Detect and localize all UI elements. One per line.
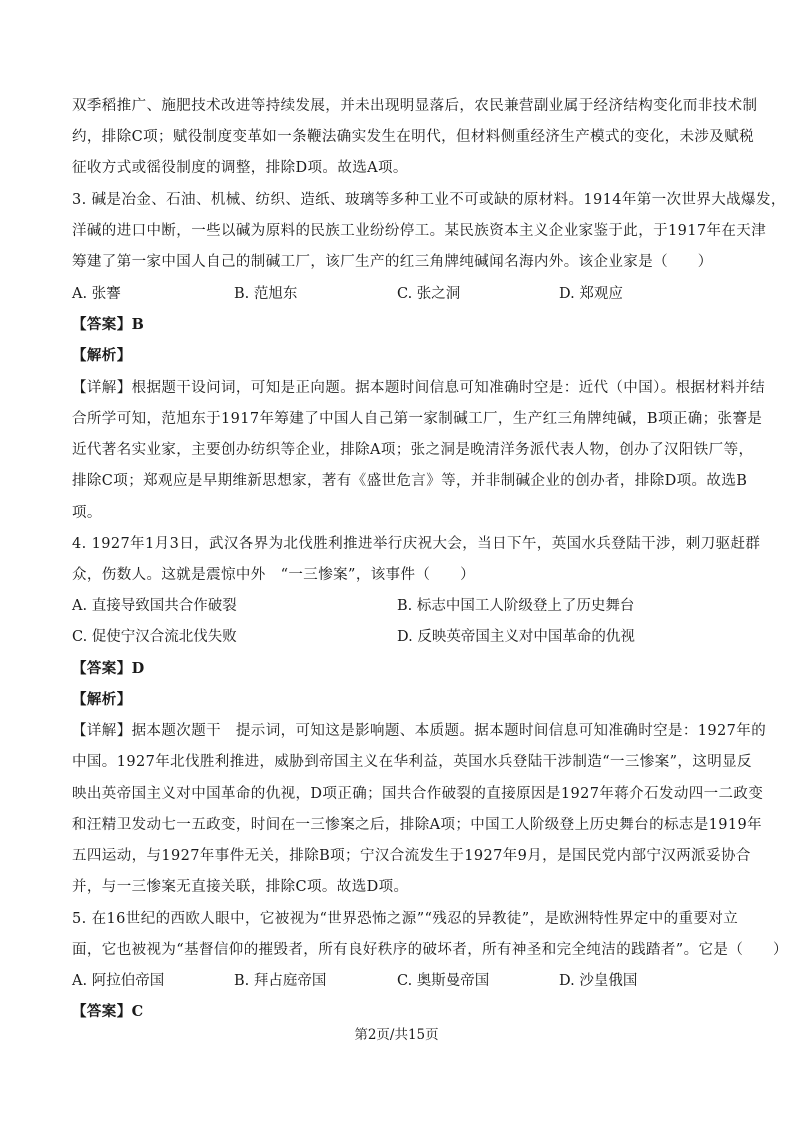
question-3-option-b: B. 范旭东 bbox=[234, 286, 298, 302]
question-4-detail: 中国。1927年北伐胜利推进，威胁到帝国主义在华利益，英国水兵登陆干涉制造“一三惨案”，这明显反 bbox=[72, 754, 752, 770]
question-4-option-b: B. 标志中国工人阶级登上了历史舞台 bbox=[397, 598, 635, 614]
question-4-answer: 【答案】D bbox=[72, 660, 145, 677]
question-3-detail: 【详解】根据题干设问词，可知是正向题。据本题时间信息可知准确时空是：近代（中国）。根据材料并结 bbox=[72, 380, 766, 396]
question-3-option-a: A. 张謇 bbox=[72, 286, 121, 302]
paragraph-line: 双季稻推广、施肥技术改进等持续发展，并未出现明显落后，农民兼营副业属于经济结构变化而非技术制 bbox=[72, 98, 758, 114]
question-5-stem: 5. 在16世纪的西欧人眼中，它被视为“世界恐怖之源”“残忍的异教徒”，是欧洲特性界定中的重要对立 bbox=[72, 911, 739, 927]
question-4-option-a: A. 直接导致国共合作破裂 bbox=[72, 598, 237, 614]
question-4-analysis-label: 【解析】 bbox=[72, 691, 132, 708]
question-3-stem: 3. 碱是冶金、石油、机械、纺织、造纸、玻璃等多种工业不可或缺的原材料。1914年第一次世界大战爆发， bbox=[72, 192, 786, 208]
page-number-footer: 第2页/共15页 bbox=[354, 1027, 439, 1043]
question-4-option-c: C. 促使宁汉合流北伐失败 bbox=[72, 629, 237, 645]
question-5-answer: 【答案】C bbox=[72, 1003, 144, 1020]
question-4-detail: 【详解】据本题次题干 提示词，可知这是影响题、本质题。据本题时间信息可知准确时空是：1927年的 bbox=[72, 723, 767, 739]
question-3-stem: 筹建了第一家中国人自己的制碱工厂，该厂生产的红三角牌纯碱闻名海内外。该企业家是（ ） bbox=[72, 254, 713, 270]
question-5-option-a: A. 阿拉伯帝国 bbox=[72, 973, 165, 989]
question-3-detail: 项。 bbox=[72, 505, 102, 521]
question-3-option-c: C. 张之洞 bbox=[397, 286, 461, 302]
question-5-option-d: D. 沙皇俄国 bbox=[559, 973, 638, 989]
question-5-option-c: C. 奥斯曼帝国 bbox=[397, 973, 490, 989]
question-3-answer: 【答案】B bbox=[72, 316, 145, 333]
question-3-stem: 洋碱的进口中断，一些以碱为原料的民族工业纷纷停工。某民族资本主义企业家鉴于此，于1917年在天津 bbox=[72, 223, 767, 239]
question-4-detail: 并，与一三惨案无直接关联，排除C项。故选D项。 bbox=[72, 879, 409, 895]
question-3-option-d: D. 郑观应 bbox=[559, 286, 623, 302]
question-4-option-d: D. 反映英帝国主义对中国革命的仇视 bbox=[397, 629, 635, 645]
question-3-analysis-label: 【解析】 bbox=[72, 347, 132, 364]
question-4-detail: 映出英帝国主义对中国革命的仇视，D项正确；国共合作破裂的直接原因是1927年蒋介石发动四一二政变 bbox=[72, 786, 764, 802]
question-3-detail: 排除C项；郑观应是早期维新思想家，著有《盛世危言》等，并非制碱企业的创办者，排除D项。故选B bbox=[72, 473, 748, 489]
question-4-detail: 和汪精卫发动七一五政变，时间在一三惨案之后，排除A项；中国工人阶级登上历史舞台的标志是1919年 bbox=[72, 817, 763, 833]
question-5-option-b: B. 拜占庭帝国 bbox=[234, 973, 327, 989]
question-4-stem: 4. 1927年1月3日，武汉各界为北伐胜利推进举行庆祝大会，当日下午，英国水兵登陆干涉，刺刀驱赶群 bbox=[72, 536, 761, 552]
question-3-detail: 合所学可知，范旭东于1917年筹建了中国人自己第一家制碱工厂，生产红三角牌纯碱，B项正确；张謇是 bbox=[72, 411, 763, 427]
question-3-detail: 近代著名实业家，主要创办纺织等企业，排除A项；张之洞是晚清洋务派代表人物，创办了汉阳铁厂等， bbox=[72, 442, 754, 458]
question-5-stem: 面，它也被视为“基督信仰的摧毁者，所有良好秩序的破坏者，所有神圣和完全纯洁的践踏者”。它是（ ） bbox=[72, 942, 788, 958]
paragraph-line: 约，排除C项；赋役制度变革如一条鞭法确实发生在明代，但材料侧重经济生产模式的变化，未涉及赋税 bbox=[72, 129, 754, 145]
question-4-detail: 五四运动，与1927年事件无关，排除B项；宁汉合流发生于1927年9月，是国民党内部宁汉两派妥协合 bbox=[72, 848, 751, 864]
paragraph-line: 征收方式或徭役制度的调整，排除D项。故选A项。 bbox=[72, 160, 408, 176]
question-4-stem: 众，伤数人。这就是震惊中外 “一三惨案”，该事件（ ） bbox=[72, 567, 476, 583]
